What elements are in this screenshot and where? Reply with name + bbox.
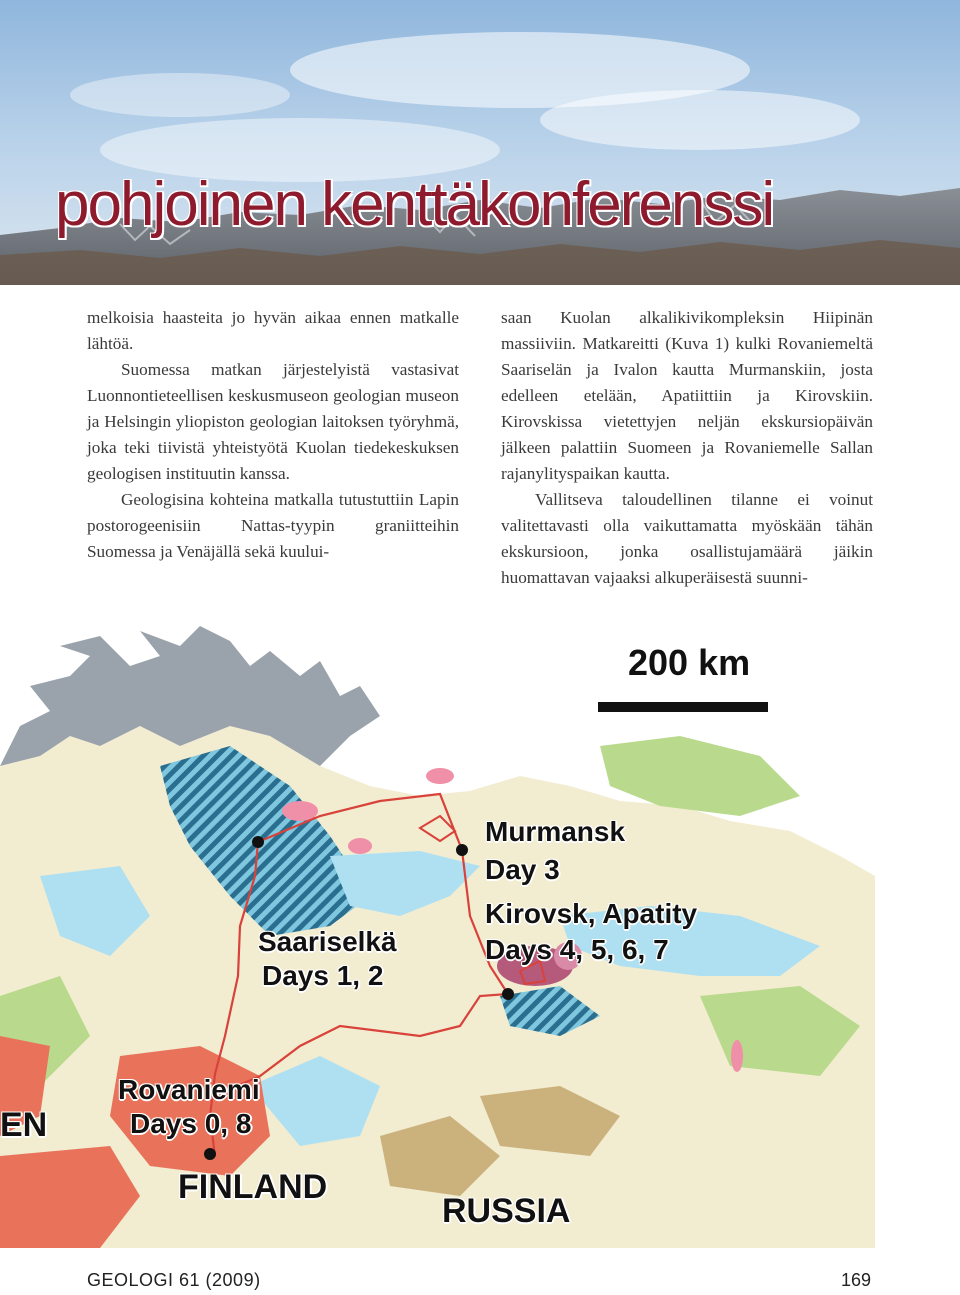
saariselka-label: Saariselkä [258, 926, 397, 957]
paragraph: melkoisia haasteita jo hyvän aikaa ennen matkalle lähtöä. [87, 308, 459, 353]
paragraph: Geologisina kohteina matkalla tutustuttiin Lapin postorogeenisiin Nattas-tyypin graniitteihin Suomessa ja Venäjällä sekä kuului- [87, 490, 459, 561]
country-label-russia: RUSSIA [442, 1192, 571, 1230]
scale-bar [598, 702, 768, 712]
map-graphic [0, 616, 875, 1248]
saariselka-days-label: Days 1, 2 [262, 960, 384, 991]
scale-label: 200 km [628, 642, 751, 683]
journal-citation: GEOLOGI 61 (2009) [87, 1270, 261, 1290]
page-title: pohjoinen kenttäkonferenssi [55, 170, 774, 239]
page-number: 169 [841, 1270, 872, 1290]
rovaniemi-days-label: Days 0, 8 [130, 1108, 252, 1139]
rovaniemi-label: Rovaniemi [118, 1074, 260, 1105]
mountain-sky-photo [0, 0, 960, 285]
murmansk-marker [456, 844, 468, 856]
route-map [0, 616, 875, 1248]
country-label-partial: EN [0, 1106, 48, 1144]
massif [426, 768, 454, 784]
kirovsk-days-label: Days 4, 5, 6, 7 [485, 934, 669, 965]
kirovsk-label: Kirovsk, Apatity [485, 898, 698, 929]
rovaniemi-marker [204, 1148, 216, 1160]
paragraph: Vallitseva taloudellinen tilanne ei voinut valitettavasti olla vaikuttamatta myöskään tähän ekskursioon, jonka osallistujamäärä jäikin huomattavan vajaaksi alkuperäisestä suunni- [501, 490, 873, 587]
saariselka-marker [252, 836, 264, 848]
country-label-finland: FINLAND [178, 1168, 328, 1206]
massif [348, 838, 372, 854]
murmansk-days-label: Day 3 [485, 854, 560, 885]
massif [731, 1040, 743, 1072]
kirovsk-marker [502, 988, 514, 1000]
murmansk-label: Murmansk [485, 816, 626, 847]
header-banner [0, 0, 960, 285]
paragraph: Suomessa matkan järjestelyistä vastasivat Luonnontieteellisen keskusmuseon geologian museon ja Helsingin yliopiston geologian laitoksen työryhmä, joka teki tiivistä yhteistyötä Kuolan tiedekeskuksen geologisen instituutin kanssa. [87, 360, 459, 483]
text-column-left [87, 305, 459, 565]
text-column-right [501, 305, 873, 591]
paragraph: saan Kuolan alkalikivikompleksin Hiipinän massiiviin. Matkareitti (Kuva 1) kulki Rovaniemeltä Saariselän ja Ivalon kautta Murmanskiin, josta edelleen etelään, Apatiittiin ja Kirovskiin. Kirovskissa vietettyjen neljän ekskursiopäivän jälkeen palattiin Suomeen ja Rovaniemelle Sallan rajanylityspaikan kautta. [501, 308, 873, 483]
